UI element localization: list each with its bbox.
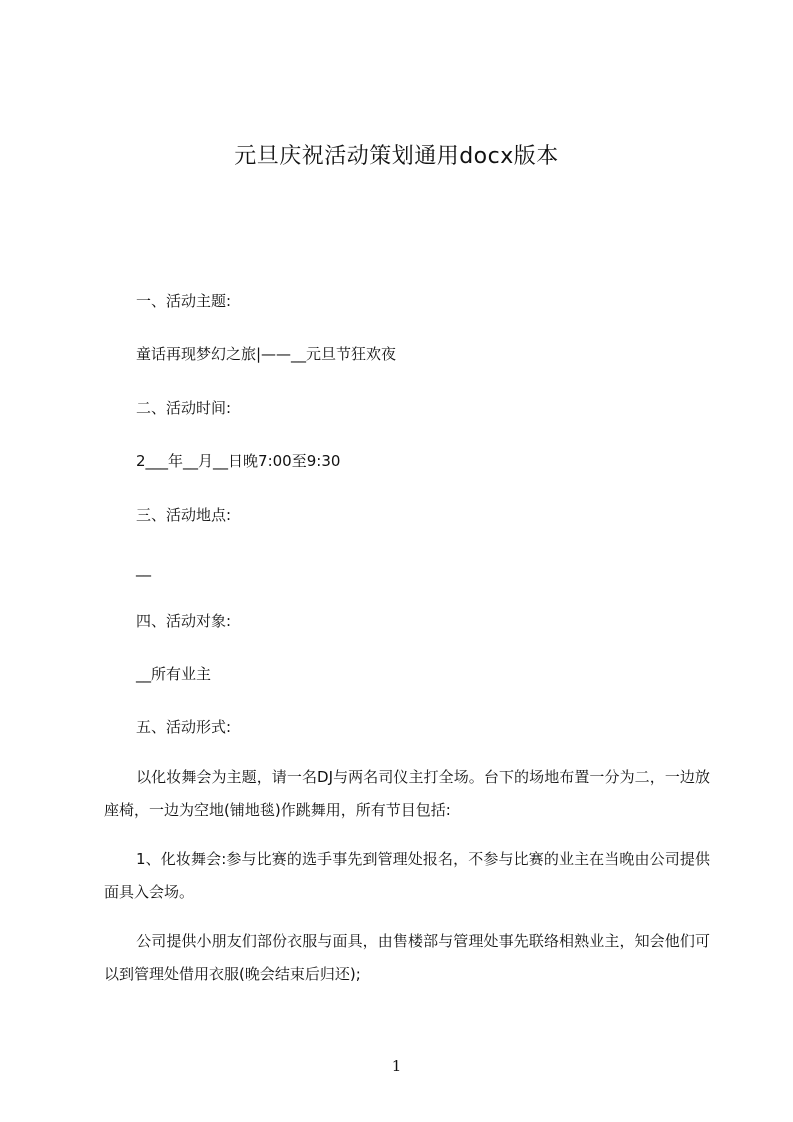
theme-value: 童话再现梦幻之旅|——__元旦节狂欢夜 [136, 345, 397, 363]
paragraph-costume-provision [104, 925, 710, 991]
place-heading: 三、活动地点: [136, 506, 232, 524]
paragraph-costume-ball-text: 1、化妆舞会:参与比赛的选手事先到管理处报名，不参与比赛的业主在当晚由公司提供面具入会场。 [104, 850, 710, 901]
paragraph-costume-provision-text: 公司提供小朋友们部份衣服与面具，由售楼部与管理处事先联络相熟业主，知会他们可以到管理处借用衣服(晚会结束后归还); [104, 932, 710, 983]
time-heading: 二、活动时间: [136, 399, 232, 417]
audience-value: __所有业主 [136, 665, 212, 683]
place-value: __ [136, 559, 151, 577]
paragraph-costume-ball [104, 843, 710, 909]
time-value: 2___年__月__日晚7:00至9:30 [136, 452, 341, 470]
audience-heading: 四、活动对象: [136, 612, 232, 630]
document-title: 元旦庆祝活动策划通用docx版本 [234, 144, 559, 169]
theme-heading: 一、活动主题: [136, 292, 232, 310]
paragraph-format-intro [104, 761, 710, 827]
page-number: 1 [391, 1057, 402, 1075]
paragraph-format-intro-text: 以化妆舞会为主题，请一名DJ与两名司仪主打全场。台下的场地布置一分为二，一边放座椅，一边为空地(铺地毯)作跳舞用，所有节目包括: [104, 768, 710, 819]
format-heading: 五、活动形式: [136, 718, 232, 736]
